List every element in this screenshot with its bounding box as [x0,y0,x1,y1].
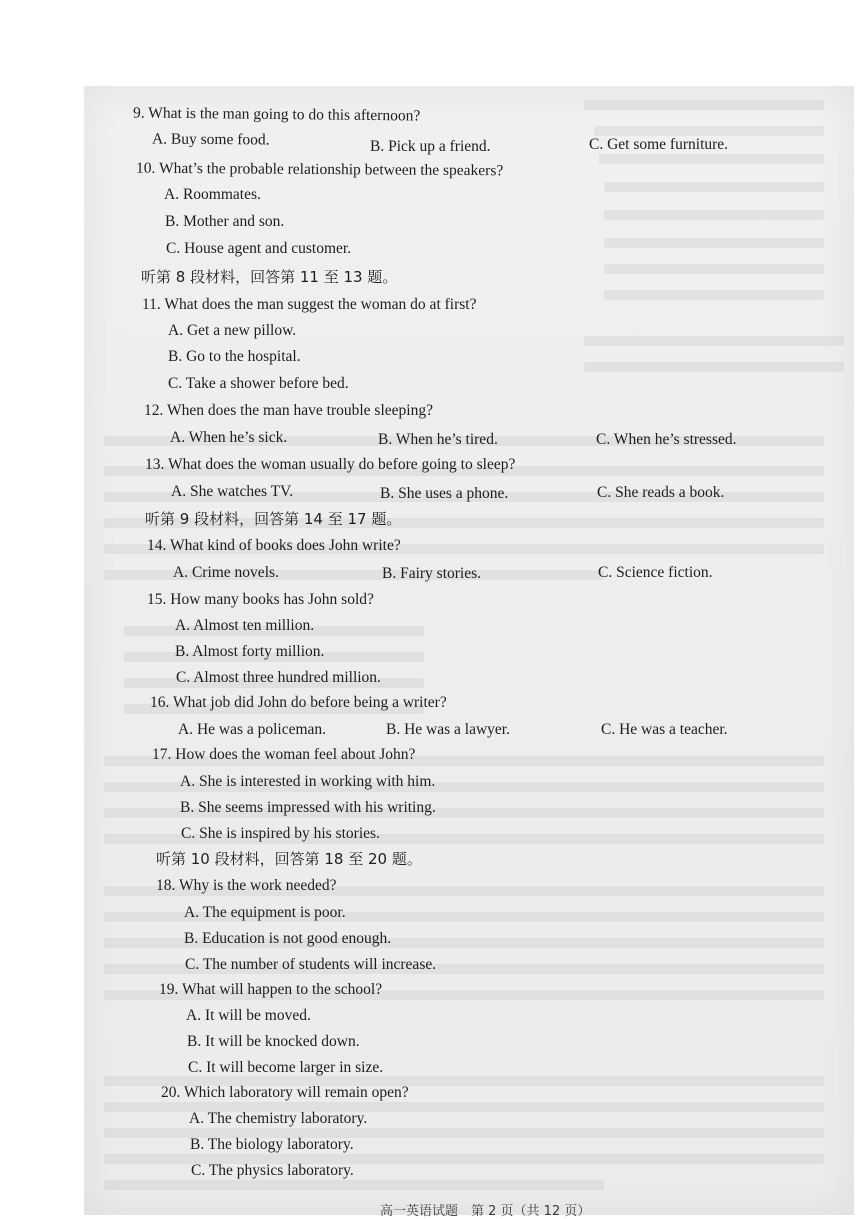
question-11-option-c: C. Take a shower before bed. [168,375,349,392]
question-13-option-c: C. She reads a book. [597,484,725,501]
section-heading-10: 听第 10 段材料，回答第 18 至 20 题。 [156,850,422,868]
question-19-option-b: B. It will be knocked down. [187,1033,360,1050]
page-footer: 高一英语试题 第 2 页（共 12 页） [380,1204,591,1219]
question-20-stem: 20. Which laboratory will remain open? [161,1084,409,1101]
question-15-option-b: B. Almost forty million. [175,643,325,660]
question-20-option-b: B. The biology laboratory. [190,1136,354,1153]
question-14-stem: 14. What kind of books does John write? [147,537,401,554]
question-17-option-c: C. She is inspired by his stories. [181,825,380,842]
question-17-option-b: B. She seems impressed with his writing. [180,799,436,816]
question-19-option-c: C. It will become larger in size. [188,1059,384,1076]
question-18-stem: 18. Why is the work needed? [156,877,337,894]
question-16-option-c: C. He was a teacher. [601,721,728,738]
question-15-stem: 15. How many books has John sold? [147,591,374,608]
section-heading-9: 听第 9 段材料，回答第 14 至 17 题。 [145,510,402,528]
question-17-stem: 17. How does the woman feel about John? [152,746,416,763]
question-10-option-a: A. Roommates. [164,186,261,203]
question-12-stem: 12. When does the man have trouble sleeping? [144,402,433,419]
section-heading-8: 听第 8 段材料，回答第 11 至 13 题。 [141,268,398,286]
question-17-option-a: A. She is interested in working with him. [180,773,436,790]
question-9-option-b: B. Pick up a friend. [370,138,491,155]
question-19-option-a: A. It will be moved. [186,1007,311,1024]
question-16-option-a: A. He was a policeman. [178,721,327,738]
question-15-option-a: A. Almost ten million. [175,617,315,634]
question-14-option-a: A. Crime novels. [173,564,279,581]
question-9-option-c: C. Get some furniture. [589,136,729,153]
question-13-option-a: A. She watches TV. [171,483,294,500]
question-18-option-b: B. Education is not good enough. [184,930,392,947]
question-12-option-a: A. When he’s sick. [170,429,288,446]
question-13-stem: 13. What does the woman usually do before going to sleep? [145,456,516,473]
question-9-option-a: A. Buy some food. [151,130,270,149]
question-18-option-a: A. The equipment is poor. [184,904,346,921]
question-16-stem: 16. What job did John do before being a writer? [150,694,447,711]
question-12-option-c: C. When he’s stressed. [596,431,737,448]
question-14-option-c: C. Science fiction. [598,564,713,581]
question-13-option-b: B. She uses a phone. [380,485,509,502]
question-18-option-c: C. The number of students will increase. [185,956,437,973]
question-19-stem: 19. What will happen to the school? [159,981,383,998]
question-15-option-c: C. Almost three hundred million. [176,669,381,686]
question-12-option-b: B. When he’s tired. [378,431,498,448]
question-9-stem: 9. What is the man going to do this afternoon? [132,104,421,125]
question-11-stem: 11. What does the man suggest the woman do at first? [142,296,477,313]
question-11-option-a: A. Get a new pillow. [168,322,297,339]
question-14-option-b: B. Fairy stories. [382,565,482,582]
question-10-stem: 10. What’s the probable relationship between the speakers? [135,159,504,180]
question-20-option-c: C. The physics laboratory. [191,1162,354,1179]
question-20-option-a: A. The chemistry laboratory. [189,1110,368,1127]
question-10-option-b: B. Mother and son. [165,213,285,230]
question-10-option-c: C. House agent and customer. [166,240,352,257]
question-16-option-b: B. He was a lawyer. [386,721,510,738]
question-11-option-b: B. Go to the hospital. [168,348,301,365]
